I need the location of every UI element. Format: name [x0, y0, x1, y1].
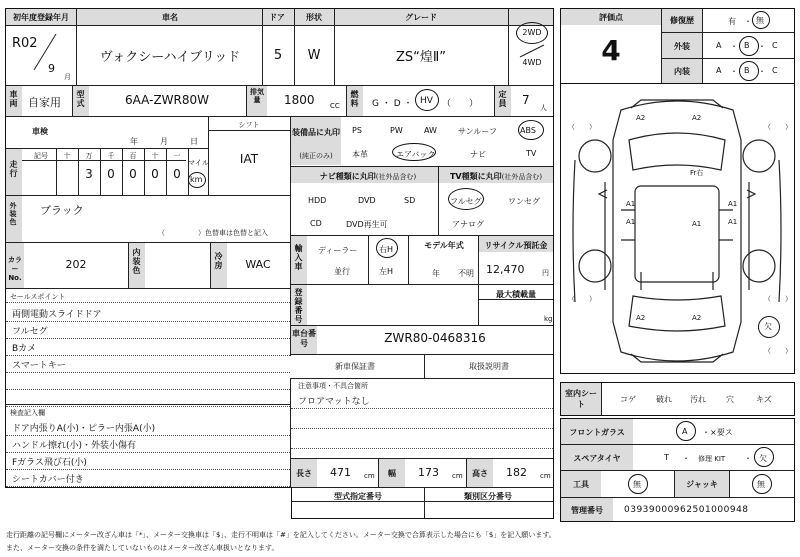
divider — [78, 149, 79, 195]
grade-sep: ・ — [758, 67, 766, 76]
equipment-item: エアバック — [396, 150, 436, 159]
mileage-digit: 0 — [151, 167, 159, 181]
navi-label-text: ナビ種類に丸印 — [319, 172, 376, 181]
registration-label: 登録番号 — [294, 288, 303, 324]
repair-yes: 有 — [728, 17, 736, 26]
seat-label: 室内シート — [565, 389, 597, 409]
tools-label: 工具 — [573, 480, 589, 489]
divider — [6, 25, 553, 26]
shift-label: シフト — [238, 121, 260, 129]
person-unit: 人 — [540, 104, 547, 112]
navi-label — [300, 171, 436, 182]
dotted-line — [291, 448, 553, 449]
equipment-item: 本革 — [352, 150, 368, 159]
fuel-other: （ ） — [442, 99, 479, 109]
management-value: 0393900096250100094​8 — [624, 505, 749, 515]
mileage-label: 走行 — [9, 160, 18, 178]
divider — [291, 284, 553, 285]
height-unit: cm — [540, 472, 551, 480]
dotted-line — [6, 302, 290, 303]
inspector-item: Fガラス飛び石(小) — [12, 458, 87, 468]
drive-2wd: 2WD — [522, 28, 542, 37]
model-year-label: モデル年式 — [424, 241, 464, 250]
interior-grade: A — [716, 66, 722, 75]
ac-value: WAC — [245, 258, 271, 271]
dotted-line — [6, 321, 290, 322]
doors-value: 5 — [273, 48, 283, 63]
damage-mark: A1 — [728, 200, 738, 208]
windshield-label: フロントガラス — [569, 428, 625, 437]
jack-label: ジャッキ — [686, 480, 718, 489]
import-label: 輸入車 — [294, 244, 303, 271]
dotted-line — [6, 338, 290, 339]
equipment-sub: (純正のみ) — [299, 152, 333, 160]
equipment-item: TV — [526, 149, 537, 158]
inspector-item: ハンドル擦れ(小)・外装小傷有 — [12, 441, 137, 451]
bracket-b: （ ） — [764, 347, 792, 355]
shape-label: 形状 — [306, 13, 322, 22]
divider — [291, 325, 553, 326]
recycle-value: 12,470 — [486, 263, 525, 276]
divider — [144, 149, 145, 195]
mileage-unit-label: 十 — [63, 152, 71, 160]
spare-label: スペアタイヤ — [573, 454, 621, 463]
divider — [662, 58, 794, 59]
grade-value: ZS“煌Ⅱ” — [395, 50, 447, 65]
seat-item: 穴 — [726, 395, 734, 404]
divider — [166, 149, 167, 195]
mileage-code-label: 記号 — [34, 152, 48, 160]
displacement-label: 排気量 — [250, 88, 264, 104]
divider — [122, 149, 123, 195]
equipment-item: ナビ — [470, 150, 486, 159]
seat-item: キズ — [756, 395, 772, 404]
tire-missing: 欠 — [764, 322, 772, 331]
seat-item: コゲ — [620, 395, 636, 404]
class-number-label: 類別区分番号 — [464, 492, 512, 501]
exterior-color-value: ブラック — [40, 204, 84, 217]
first-reg-label: 初年度登録年月 — [13, 13, 69, 22]
divider — [262, 9, 263, 85]
dotted-line — [6, 435, 290, 436]
grade-sep: ・ — [730, 67, 738, 76]
navi-sd: SD — [404, 196, 416, 205]
displacement-value: 1800 — [284, 93, 315, 107]
equipment-item: PS — [352, 126, 362, 135]
fuel-options: G ・ D ・ — [372, 99, 413, 109]
mileage-unit-label: 百 — [129, 152, 137, 160]
navi-hdd: HDD — [308, 196, 327, 205]
windshield-value: A — [682, 427, 688, 436]
length-unit: cm — [364, 472, 375, 480]
model-year-unknown: 不明 — [458, 269, 474, 278]
mile-label: マイル — [188, 159, 209, 167]
divider — [601, 383, 602, 415]
divider — [6, 195, 290, 196]
divider — [56, 149, 57, 195]
airbag-circle — [392, 143, 436, 161]
color-no-label: カラーNo. — [8, 256, 22, 282]
mileage-digit: 0 — [173, 167, 181, 181]
fuel-hv: HV — [420, 96, 433, 106]
usage-value: 自家用 — [28, 96, 61, 109]
tv-fullseg: フルセグ — [450, 197, 482, 206]
inspector-label: 検査記入欄 — [10, 409, 45, 417]
model-year-unit: 年 — [432, 269, 440, 278]
fuel-label: 燃料 — [350, 90, 359, 108]
sales-point-item: Bカメ — [12, 344, 37, 354]
height-value: 182 — [506, 466, 527, 479]
repair-sep: ・ — [744, 17, 752, 26]
damage-mark: A2 — [692, 314, 702, 322]
height-label: 高さ — [472, 469, 488, 478]
score-value: 4 — [601, 34, 621, 67]
divider — [6, 148, 208, 149]
damage-mark: A2 — [636, 314, 646, 322]
car-name: ヴォクシーハイブリッド — [99, 50, 241, 65]
interior-label: 内装 — [674, 67, 690, 76]
warranty-manual: 取扱説明書 — [469, 362, 509, 371]
grade-label: グレード — [405, 13, 437, 22]
length-value: 471 — [330, 466, 351, 479]
navi-dvd-play: DVD再生可 — [346, 220, 388, 229]
footer-line-2: また、メーター交換の条件を満たしていないものはメーター改ざん車扱いとなります。 — [6, 544, 279, 552]
dotted-line — [6, 452, 290, 453]
divider — [478, 299, 553, 300]
shaken-day: 日 — [190, 137, 198, 146]
exterior-color-label: 外装色 — [9, 202, 17, 226]
interior-grade: B — [744, 66, 750, 75]
mileage-unit-label: 千 — [107, 152, 115, 160]
import-right-h: 右H — [379, 245, 394, 254]
sales-points-label: セールスポイント — [10, 293, 66, 301]
divider — [508, 9, 509, 85]
damage-mark: A2 — [692, 114, 702, 122]
chassis-value: ZWR80-0468316 — [384, 331, 486, 345]
kg-unit: kg — [544, 315, 553, 323]
divider — [208, 130, 290, 131]
door-label: ドア — [269, 13, 285, 22]
navi-cd: CD — [310, 219, 322, 228]
tv-label — [440, 171, 552, 182]
divider — [424, 354, 425, 378]
divider — [6, 116, 553, 117]
import-dealer: ディーラー — [318, 246, 358, 255]
import-parallel: 並行 — [334, 267, 350, 276]
repair-no: 無 — [756, 16, 764, 25]
divider — [291, 354, 553, 355]
dotted-line — [6, 355, 290, 356]
shaken-year: 年 — [130, 137, 138, 146]
capacity-label: 定員 — [498, 90, 507, 108]
equipment-item: PW — [390, 126, 403, 135]
dotted-line — [6, 372, 290, 373]
dotted-line — [6, 406, 290, 407]
length-label: 長さ — [296, 469, 312, 478]
divider — [291, 458, 553, 459]
model-label: 型式 — [76, 90, 85, 108]
color-no-value: 202 — [65, 258, 87, 271]
management-label: 管理番号 — [571, 506, 603, 515]
divider — [291, 378, 553, 379]
mileage-digit: 0 — [129, 167, 137, 181]
navi-dvd: DVD — [358, 196, 376, 205]
mileage-digit: 0 — [107, 167, 115, 181]
divider — [188, 149, 189, 195]
spare-sep: ・ — [682, 454, 690, 463]
dotted-line — [6, 389, 290, 390]
damage-mark: Fr右 — [690, 169, 704, 177]
bracket-tr: （ ） — [764, 123, 792, 131]
sales-point-item: フルセグ — [12, 327, 48, 337]
seat-item: 汚れ — [690, 395, 706, 404]
first-reg-slash — [30, 32, 60, 72]
tv-analog: アナログ — [452, 220, 484, 229]
interior-color-label: 内装色 — [132, 248, 141, 275]
ac-label: 冷房 — [214, 252, 223, 270]
color-note-right: ）色替車は色替と記入 — [198, 229, 268, 237]
inspector-item: ドア内張りA(小)・ピラー内張A(小) — [12, 424, 156, 434]
spare-t: T — [664, 453, 669, 462]
recycle-label: リサイクル預託金 — [484, 241, 548, 250]
equipment-item: ABS — [520, 126, 536, 135]
sales-point-item: 両側電動スライドドア — [12, 310, 102, 320]
dotted-line — [291, 428, 553, 429]
grade-sep: ・ — [758, 42, 766, 51]
exterior-grade: C — [772, 41, 778, 50]
divider — [334, 9, 335, 85]
interior-grade: C — [772, 66, 778, 75]
divider — [291, 501, 553, 502]
spare-kit: 修理 KIT — [698, 455, 726, 463]
km-label: km — [190, 175, 203, 184]
equipment-item: サンルーフ — [458, 127, 497, 136]
capacity-value: 7 — [522, 93, 530, 107]
cc-unit: CC — [330, 102, 340, 110]
width-unit: cm — [452, 472, 463, 480]
dotted-line — [6, 469, 290, 470]
spare-sep: ・ — [744, 454, 752, 463]
notes-label: 注意事項・不具合箇所 — [298, 382, 368, 390]
bracket-tl: （ ） — [568, 123, 596, 131]
spare-missing: 欠 — [759, 454, 767, 463]
damage-mark: A1 — [626, 200, 636, 208]
equipment-item: AW — [424, 126, 437, 135]
tv-sub: (社外品含む) — [501, 173, 543, 181]
navi-sub: (社外品含む) — [375, 173, 417, 181]
dotted-line — [291, 408, 553, 409]
divider — [6, 242, 290, 243]
divider — [438, 167, 439, 235]
divider — [76, 9, 77, 85]
damage-mark: A1 — [626, 218, 636, 226]
divider — [662, 32, 794, 33]
exterior-grade: A — [716, 41, 722, 50]
divider — [702, 9, 703, 83]
exterior-grade: B — [744, 41, 750, 50]
bracket-br: （ ） — [764, 295, 792, 303]
exterior-label: 外装 — [674, 42, 690, 51]
divider — [100, 149, 101, 195]
windshield-note: ・×要ス — [702, 428, 733, 437]
tv-oneseg: ワンセグ — [508, 197, 540, 206]
max-load-label: 最大積載量 — [496, 290, 536, 299]
divider — [294, 9, 295, 85]
notes-value: フロアマットなし — [298, 397, 370, 407]
mileage-unit-label: 万 — [85, 152, 93, 160]
inspector-item: シートカバー付き — [12, 475, 84, 485]
tools-value: 無 — [633, 480, 641, 489]
divider — [6, 288, 290, 289]
mileage-unit-label: 十 — [151, 152, 159, 160]
grade-sep: ・ — [730, 42, 738, 51]
width-label: 幅 — [388, 469, 396, 478]
divider — [729, 471, 730, 497]
first-reg-era: R02 — [12, 36, 38, 51]
yen-unit: 円 — [542, 269, 549, 277]
divider — [424, 488, 425, 518]
abs-circle — [518, 120, 544, 140]
shift-value: IAT — [239, 152, 259, 166]
jack-value: 無 — [757, 480, 765, 489]
damage-mark: A2 — [636, 114, 646, 122]
month-unit: 月 — [64, 73, 71, 81]
damage-mark: A1 — [728, 218, 738, 226]
shape-value: W — [307, 48, 321, 63]
first-reg-month: 9 — [48, 62, 55, 75]
usage-label: 車両 — [9, 90, 18, 108]
mileage-digit: 3 — [85, 167, 93, 181]
tv-label-text: TV種類に丸印 — [449, 172, 502, 181]
mileage-unit-label: 一 — [173, 152, 181, 160]
seat-item: 破れ — [656, 395, 672, 404]
divider — [6, 404, 290, 405]
car-name-label: 車名 — [162, 13, 178, 22]
dotted-line — [6, 486, 290, 487]
score-label: 評価点 — [599, 13, 623, 22]
model-value: 6AA-ZWR80W — [124, 93, 209, 107]
divider — [368, 236, 369, 284]
footer-line-1: 走行距離の記号欄にメーター改ざん車は「*」、メーター交換車は「$」、走行不明車は「#」を記入してください。メーター交換で合算表示した場合にも「$」を記入願います。 — [6, 531, 556, 539]
shaken-label: 車検 — [32, 127, 48, 136]
damage-mark: A1 — [692, 220, 702, 228]
warranty-new: 新車保証書 — [335, 362, 375, 371]
chassis-label: 車台番号 — [292, 329, 316, 348]
color-note-left: （ — [158, 229, 165, 237]
bracket-bl: （ ） — [568, 295, 596, 303]
type-number-label: 型式指定番号 — [334, 492, 382, 501]
import-left-h: 左H — [379, 267, 394, 276]
divider — [22, 160, 186, 161]
shaken-month: 月 — [160, 137, 168, 146]
drive-4wd: 4WD — [522, 58, 542, 67]
width-value: 173 — [418, 466, 439, 479]
equipment-label: 装備品に丸印 — [292, 128, 340, 137]
sales-point-item: スマートキー — [12, 361, 66, 371]
repair-label: 修復歴 — [670, 16, 694, 25]
drive-slash — [516, 44, 548, 58]
